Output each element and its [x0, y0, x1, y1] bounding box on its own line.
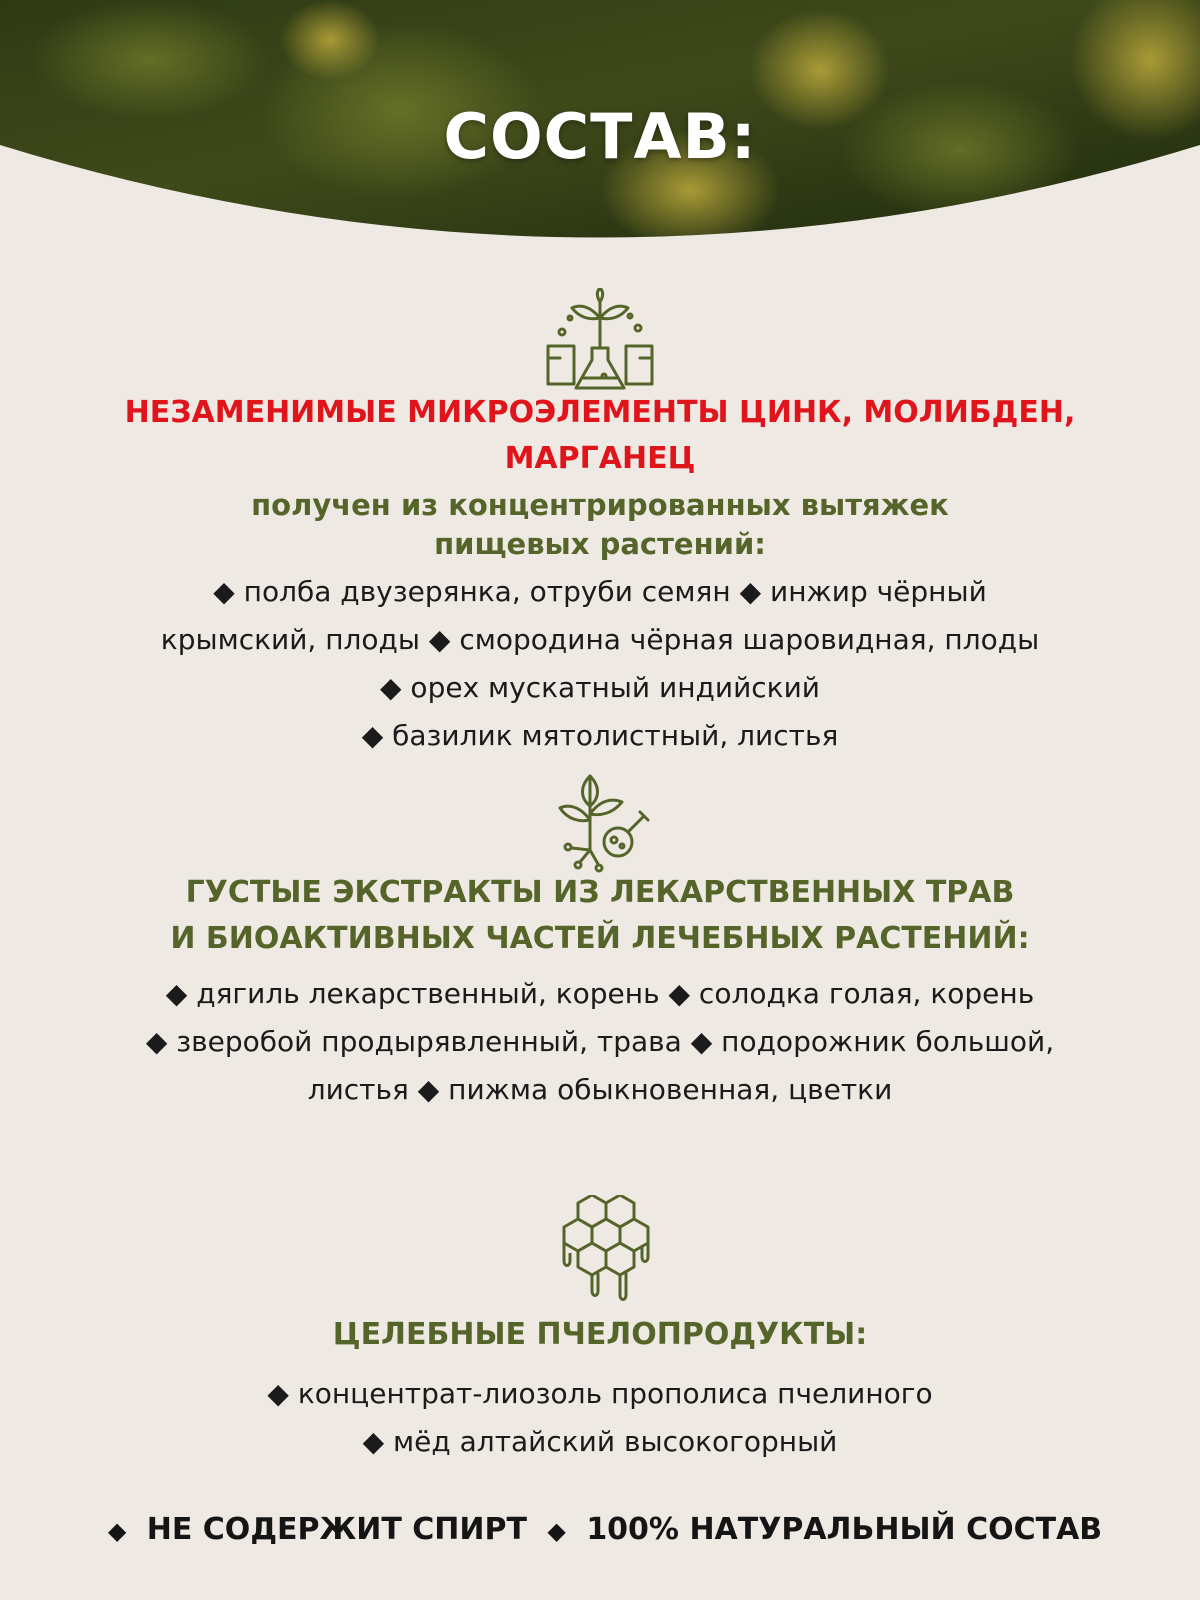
section-subheading: пищевых растений: — [434, 527, 766, 561]
herb-extract-icon — [540, 770, 660, 880]
bullet-icon: ◆ — [547, 1517, 566, 1545]
footer-claims — [0, 1512, 1200, 1547]
ingredient-line: ◆ концентрат-лиозоль прополиса пчелиного — [267, 1377, 933, 1410]
claim-no-alcohol: НЕ СОДЕРЖИТ СПИРТ — [146, 1512, 527, 1547]
section-heading: ГУСТЫЕ ЭКСТРАКТЫ ИЗ ЛЕКАРСТВЕННЫХ ТРАВ — [185, 875, 1015, 910]
ingredient-line: крымский, плоды ◆ смородина чёрная шаровидная, плоды — [160, 623, 1040, 656]
page-title: СОСТАВ: — [443, 100, 757, 173]
ingredient-line: ◆ базилик мятолистный, листья — [361, 719, 839, 752]
lab-plant-icon — [540, 288, 660, 398]
section-heading: МАРГАНЕЦ — [504, 441, 696, 476]
ingredient-line: ◆ орех мускатный индийский — [380, 671, 820, 704]
section-heading: НЕЗАМЕНИМЫЕ МИКРОЭЛЕМЕНТЫ ЦИНК, МОЛИБДЕН, — [124, 395, 1076, 430]
honeycomb-icon — [540, 1195, 660, 1305]
bullet-icon: ◆ — [107, 1517, 127, 1545]
ingredient-line: листья ◆ пижма обыкновенная, цветки — [307, 1073, 893, 1106]
section-extracts — [40, 870, 1160, 1114]
section-bee-products — [40, 1312, 1160, 1466]
ingredient-line: ◆ полба двузерянка, отруби семян ◆ инжир чёрный — [213, 575, 987, 608]
ingredient-line: ◆ зверобой продырявленный, трава ◆ подорожник большой, — [145, 1025, 1055, 1058]
claim-natural: 100% НАТУРАЛЬНЫЙ СОСТАВ — [586, 1512, 1103, 1547]
ingredient-line: ◆ дягиль лекарственный, корень ◆ солодка голая, корень — [165, 977, 1035, 1010]
section-subheading: получен из концентрированных вытяжек — [251, 488, 949, 522]
ingredient-line: ◆ мёд алтайский высокогорный — [362, 1425, 838, 1458]
section-microelements — [40, 390, 1160, 760]
section-heading: И БИОАКТИВНЫХ ЧАСТЕЙ ЛЕЧЕБНЫХ РАСТЕНИЙ: — [170, 921, 1030, 956]
section-heading: ЦЕЛЕБНЫЕ ПЧЕЛОПРОДУКТЫ: — [332, 1317, 868, 1352]
